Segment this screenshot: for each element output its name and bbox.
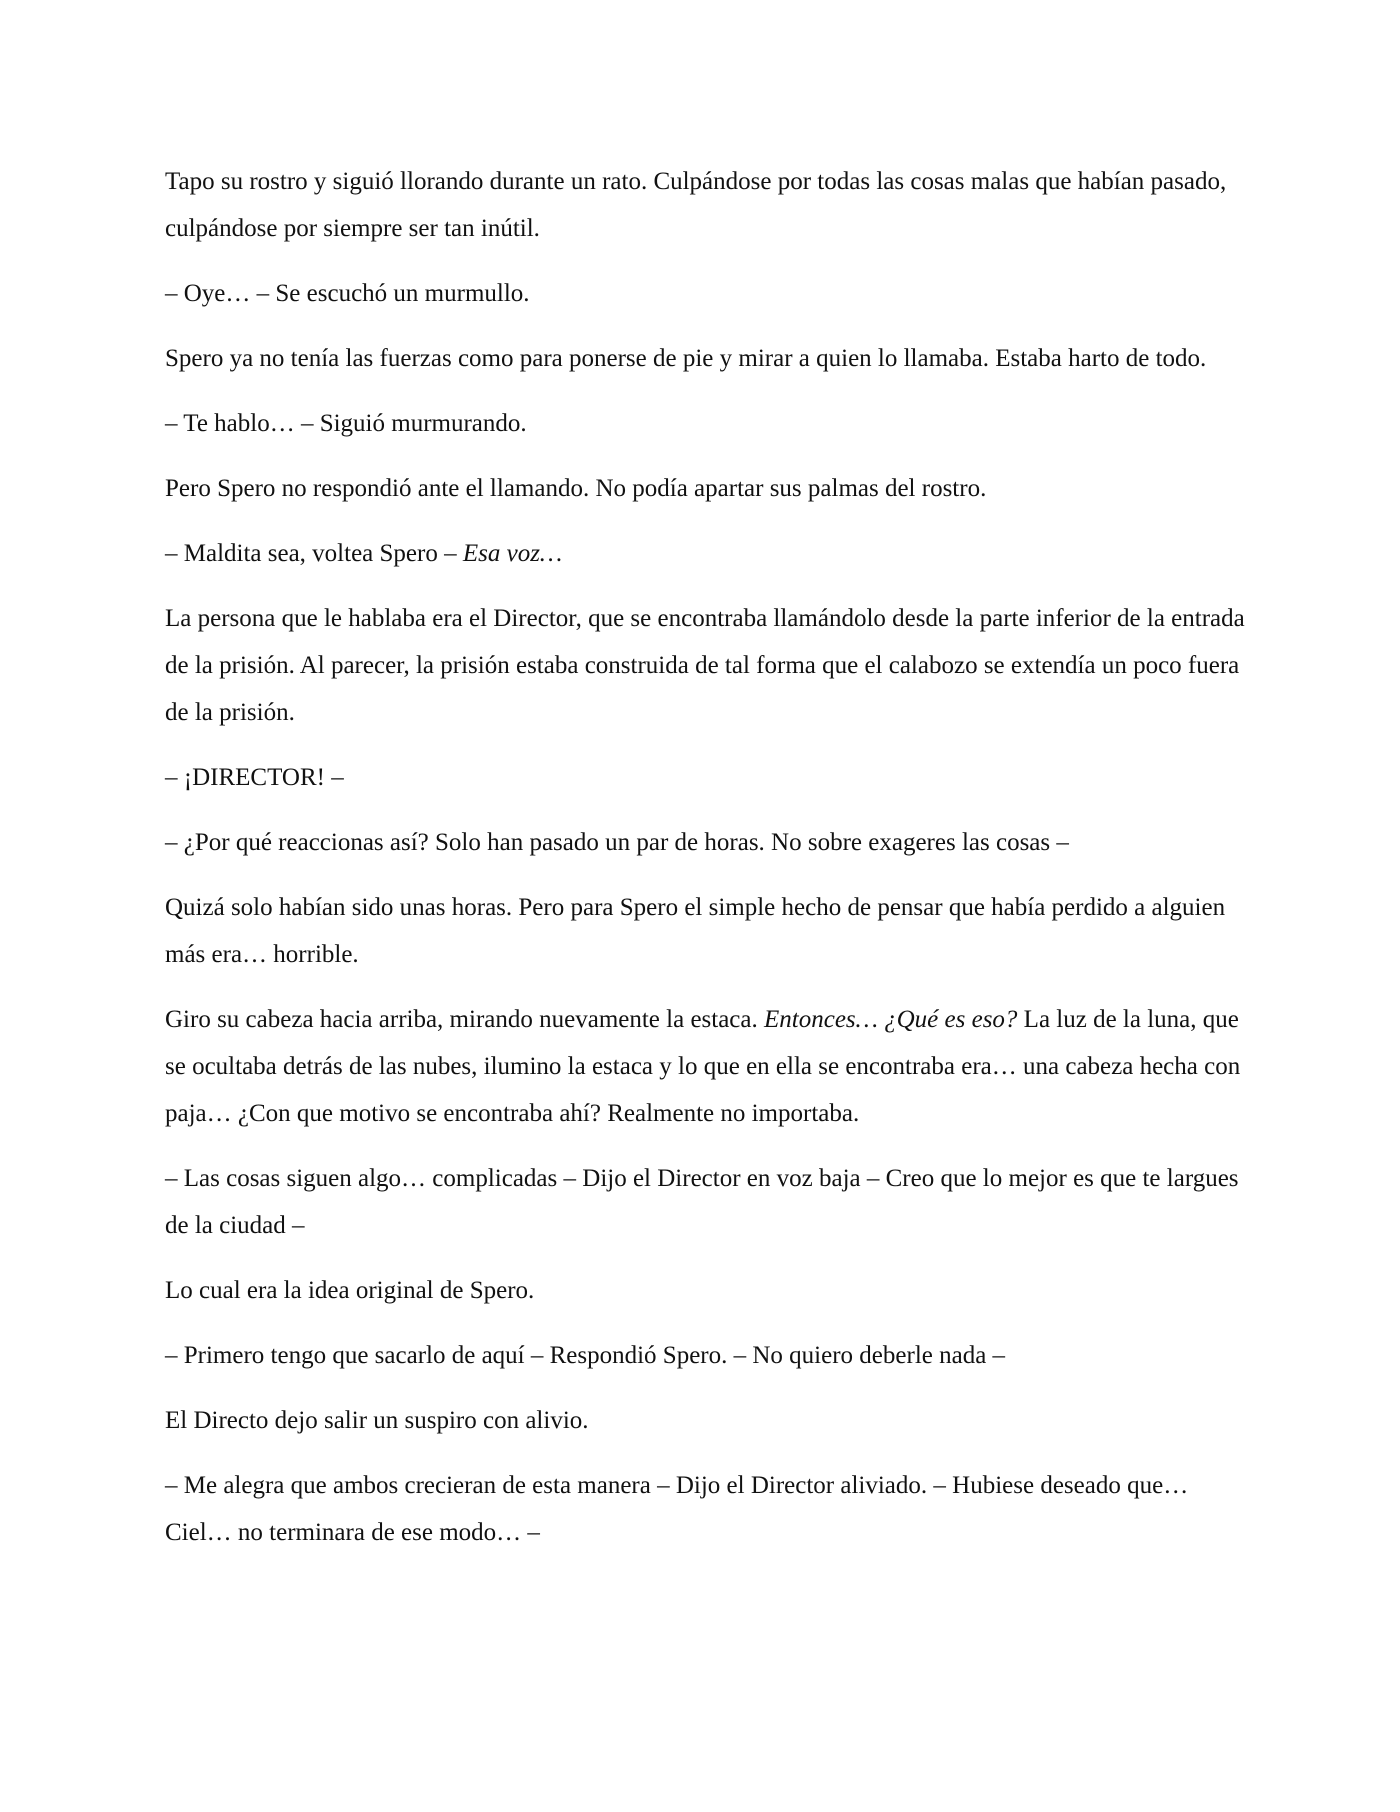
italic-text: Esa voz… <box>462 540 563 567</box>
paragraph <box>165 1267 1245 1314</box>
paragraph-text: El Directo dejo salir un suspiro con alivio. <box>165 1407 589 1434</box>
paragraph-text: Quizá solo habían sido unas horas. Pero para Spero el simple hecho de pensar que había perdido a alguien más era… horrible. <box>165 894 1226 968</box>
paragraph <box>165 400 1245 447</box>
paragraph <box>165 1155 1245 1249</box>
paragraph <box>165 1462 1245 1556</box>
paragraph-text: La luz de la luna, que se ocultaba detrás de las nubes, ilumino la estaca y lo que en ella se encontraba era… una cabeza hecha con paja… ¿Con que motivo se encontraba ahí? Realmente no importaba. <box>165 1006 1241 1127</box>
document-page <box>165 158 1245 1574</box>
paragraph <box>165 996 1245 1137</box>
paragraph <box>165 595 1245 736</box>
paragraph-text: Pero Spero no respondió ante el llamando. No podía apartar sus palmas del rostro. <box>165 475 987 502</box>
paragraph-text: Giro su cabeza hacia arriba, mirando nuevamente la estaca. <box>165 1006 764 1033</box>
paragraph <box>165 884 1245 978</box>
paragraph-text: – Primero tengo que sacarlo de aquí – Respondió Spero. – No quiero deberle nada – <box>165 1342 1006 1369</box>
paragraph-text: La persona que le hablaba era el Director, que se encontraba llamándolo desde la parte inferior de la entrada de la prisión. Al parecer, la prisión estaba construida de tal forma que el calabozo se extendía un poco fuera de la prisión. <box>165 605 1245 726</box>
paragraph-text: Tapo su rostro y siguió llorando durante un rato. Culpándose por todas las cosas malas que habían pasado, culpándose por siempre ser tan inútil. <box>165 168 1227 242</box>
paragraph <box>165 530 1245 577</box>
paragraph <box>165 819 1245 866</box>
paragraph-text: Lo cual era la idea original de Spero. <box>165 1277 535 1304</box>
paragraph <box>165 158 1245 252</box>
paragraph-text: – Las cosas siguen algo… complicadas – Dijo el Director en voz baja – Creo que lo mejor es que te largues de la ciudad – <box>165 1165 1239 1239</box>
paragraph <box>165 465 1245 512</box>
paragraph <box>165 270 1245 317</box>
paragraph-text: – ¿Por qué reaccionas así? Solo han pasado un par de horas. No sobre exageres las cosas – <box>165 829 1069 856</box>
paragraph-text: – Me alegra que ambos crecieran de esta manera – Dijo el Director aliviado. – Hubiese deseado que… Ciel… no terminara de ese modo… – <box>165 1472 1189 1546</box>
paragraph <box>165 1397 1245 1444</box>
paragraph-text: Spero ya no tenía las fuerzas como para ponerse de pie y mirar a quien lo llamaba. Estaba harto de todo. <box>165 345 1207 372</box>
paragraph-text: – Te hablo… – Siguió murmurando. <box>165 410 527 437</box>
italic-text: Entonces… ¿Qué es eso? <box>764 1006 1018 1033</box>
paragraph-text: – Maldita sea, voltea Spero – <box>165 540 463 567</box>
paragraph <box>165 335 1245 382</box>
paragraph-text: – ¡DIRECTOR! – <box>165 764 344 791</box>
paragraph <box>165 1332 1245 1379</box>
paragraph <box>165 754 1245 801</box>
paragraph-text: – Oye… – Se escuchó un murmullo. <box>165 280 530 307</box>
